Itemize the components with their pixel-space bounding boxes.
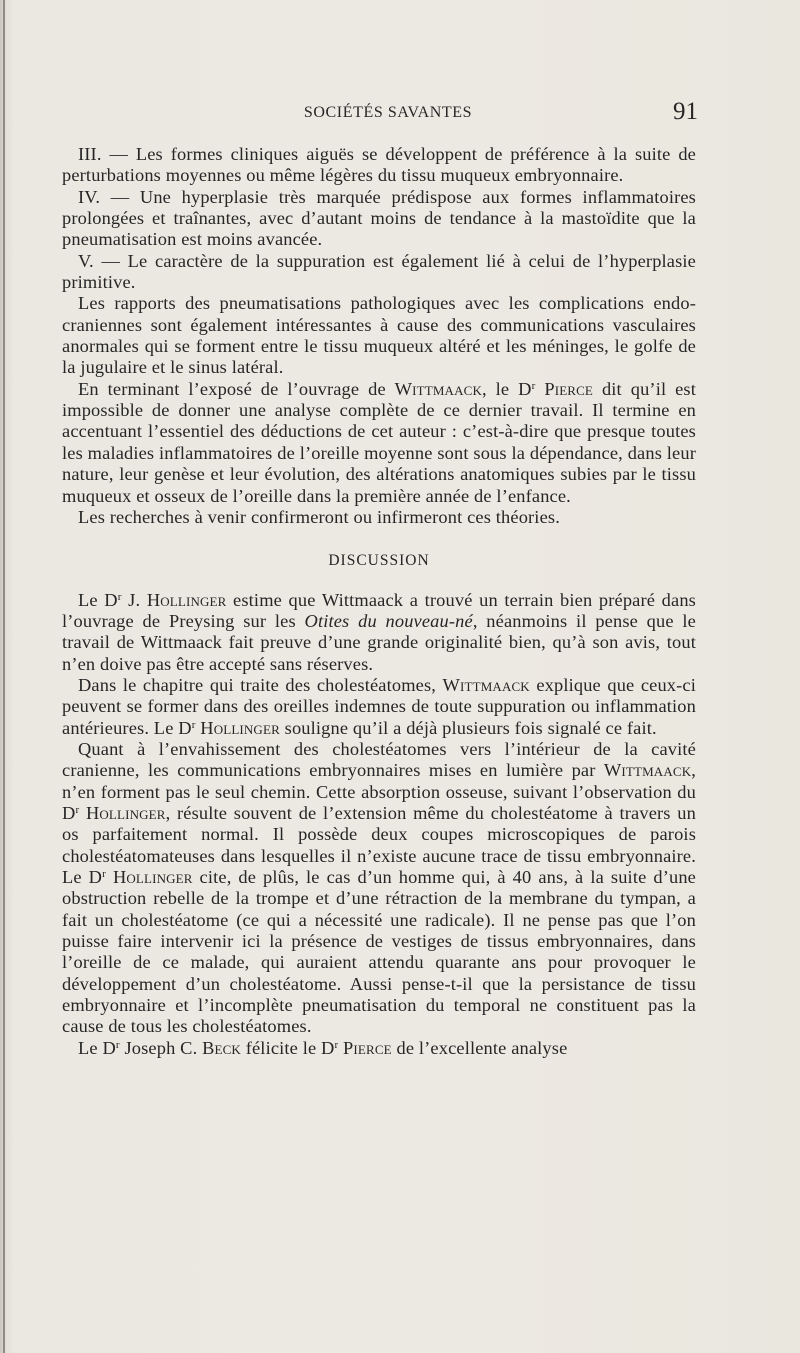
author-name-hollinger: Hollinger xyxy=(112,867,193,887)
text-run: explique que ceux-ci peuvent se former dans des oreilles indemnes de toute suppuration ou inflammation antérieures. Le D xyxy=(62,674,696,738)
text-run: estime que Wittmaack a trouvé un terrain bien préparé dans l’ouvrage de Preysing sur les xyxy=(62,589,696,631)
text-run: Le D xyxy=(78,589,118,610)
paragraph-discussion-4 xyxy=(62,1038,696,1059)
author-name-wittmaack: Wittmaack xyxy=(394,378,482,399)
text-run: de l’excellente analyse xyxy=(391,1037,568,1058)
author-name-beck: Beck xyxy=(202,1037,241,1058)
text-run: Joseph C. xyxy=(119,1037,203,1058)
author-name-pierce: Pierce xyxy=(544,378,594,399)
page-number: 91 xyxy=(673,98,698,125)
text-run: J. xyxy=(121,589,147,610)
doctor-superscript: r xyxy=(531,379,536,392)
page-binding-edge xyxy=(3,0,5,1353)
body-text xyxy=(62,144,696,1059)
text-run: félicite le D xyxy=(240,1037,335,1058)
text-run: Dans le chapitre qui traite des cholestéatomes, xyxy=(78,674,443,695)
author-name-wittmaack: Wittmaack xyxy=(603,760,692,781)
text-run: , néanmoins il pense que le travail de Wittmaack fait preuve d’une grande originalité bien, qu’à son avis, tout n’en doive pas être accepté sans réserves. xyxy=(62,610,696,674)
paragraph-conclusion-5: V. — Le caractère de la suppuration est également lié à celui de l’hyperplasie primitive. xyxy=(62,250,696,293)
running-title: SOCIÉTÉS SAVANTES xyxy=(303,104,473,121)
paragraph-discussion-2 xyxy=(62,675,696,739)
paragraph-discussion-1 xyxy=(62,590,696,675)
text-run: En terminant l’exposé de l’ouvrage de xyxy=(78,378,395,399)
author-name-pierce: Pierce xyxy=(343,1037,392,1058)
running-header xyxy=(78,96,698,126)
author-name-wittmaack: Wittmaack xyxy=(442,674,530,695)
paragraph-conclusion-4: IV. — Une hyperplasie très marquée prédispose aux formes inflammatoires prolongées et traînantes, avec d’autant moins de tendance à la mastoïdite que la pneumatisation est moins avancée. xyxy=(62,186,696,250)
text-run: , résulte souvent de l’extension même du cholestéatome à travers un os parfaitement normal. Il possède deux coupes microscopiques de parois cholestéatomateuses dans lesquelles il n’existe aucune trace de tissu embryonnaire. Le D xyxy=(62,802,696,887)
doctor-superscript: r xyxy=(75,803,80,816)
paragraph-pathologic-pneumatisation: Les rapports des pneumatisations pathologiques avec les complications endo-craniennes sont également intéressantes à cause des communications vasculaires anormales qui se forment entre le tissu muqueux altéré et les méninges, le golfe de la jugulaire et le sinus latéral. xyxy=(62,293,696,378)
text-run: Quant à l’envahissement des cholestéatomes vers l’intérieur de la cavité cranienne, les communications embryonnaires mises en lumière par xyxy=(62,738,696,781)
cited-work-title: Otites du nouveau-né xyxy=(304,610,473,631)
text-run: souligne qu’il a déjà plusieurs fois signalé ce fait. xyxy=(279,717,657,738)
doctor-superscript: r xyxy=(115,1038,120,1051)
author-name-hollinger: Hollinger xyxy=(85,802,166,823)
doctor-superscript: r xyxy=(117,590,122,603)
doctor-superscript: r xyxy=(102,868,106,880)
paragraph-closing-summary xyxy=(62,379,696,507)
text-run: , le D xyxy=(482,378,532,399)
text-run: , n’en forment pas le seul chemin. Cette absorption osseuse, suivant l’observation du D xyxy=(62,760,696,823)
author-name-hollinger: Hollinger xyxy=(200,717,280,738)
section-heading-discussion: DISCUSSION xyxy=(328,552,430,570)
doctor-superscript: r xyxy=(191,718,196,731)
text-run: dit qu’il est impossible de donner une analyse complète de ce dernier travail. Il termine en accentuant l’essentiel des déductions de cet auteur : c’est-à-dire que presque toutes les maladies inflammatoires de l’oreille moyenne sont sous la dépendance, dans leur nature, leur genèse et leur évolution, des altérations anatomiques subies par le tissu muqueux et osseux de l’oreille dans la première année de l’enfance. xyxy=(62,378,697,506)
paragraph-discussion-3 xyxy=(62,739,696,1038)
author-name-hollinger: Hollinger xyxy=(146,589,227,610)
text-run: cite, de plûs, le cas d’un homme qui, à 40 ans, à la suite d’une obstruction rebelle de la trompe et d’une rétraction de la membrane du tympan, a fait un cholestéatome (ce qui a nécessité une radicale). Il ne pense pas que l’on puisse faire intervenir ici la présence de vestiges de tissus embryonnaires, dans l’oreille de ce malade, qui auraient attendu quarante ans pour provoquer le développement d’un cholestéatome. Aussi pense-t-il que la persistance de tissu embryonnaire et l’incomplète pneumatisation du temporal ne constituent pas la cause de tous les cholestéatomes. xyxy=(62,867,696,1037)
doctor-superscript: r xyxy=(334,1038,339,1051)
paragraph-future-research: Les recherches à venir confirmeront ou infirmeront ces théories. xyxy=(78,506,560,527)
paragraph-conclusion-3: III. — Les formes cliniques aiguës se développent de préférence à la suite de perturbations moyennes ou même légères du tissu muqueux embryonnaire. xyxy=(62,144,696,186)
text-run: Le D xyxy=(78,1037,116,1058)
